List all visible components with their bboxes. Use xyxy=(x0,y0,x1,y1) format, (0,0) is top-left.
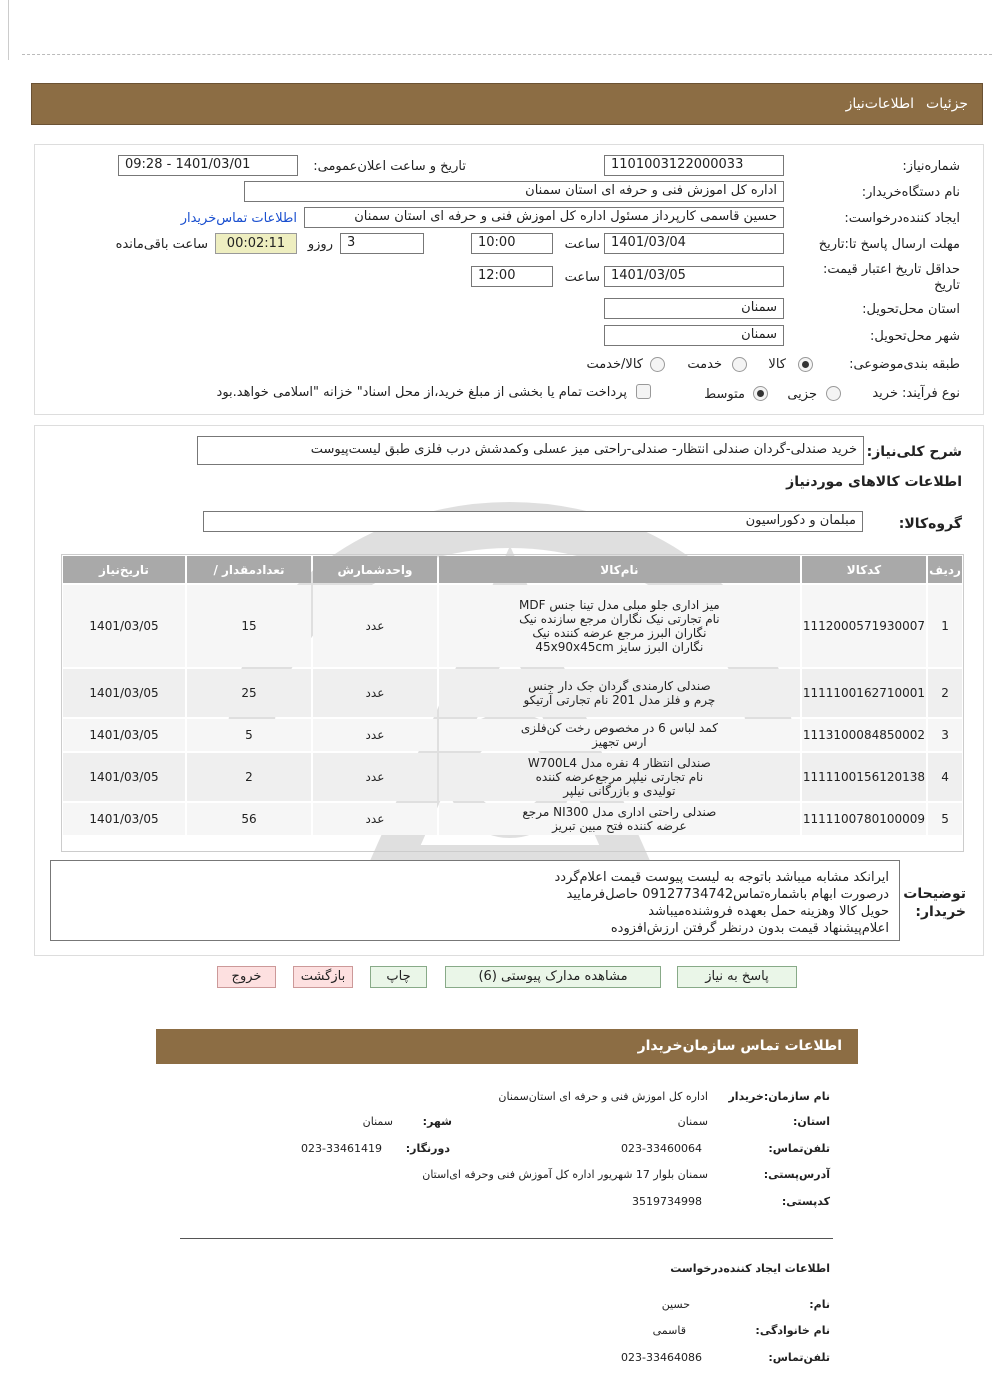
tab-details[interactable]: جزئیات xyxy=(926,96,968,112)
phone-label: تلفن‌تماس: xyxy=(768,1142,830,1155)
contact-city-label: شهر: xyxy=(422,1115,452,1128)
table-row xyxy=(63,585,962,667)
print-button[interactable]: چاپ xyxy=(370,966,427,988)
fax-label: دورنگار: xyxy=(405,1142,450,1155)
table-row xyxy=(63,719,962,751)
category-both-label: کالا/خدمت xyxy=(586,357,643,372)
row-name: صندلی کارمندی گردان جک دار جنس چرم و فلز مدل 201 نام تجارتی آرتیکو xyxy=(439,669,800,717)
requester-label: ایجاد کننده‌درخواست: xyxy=(844,211,960,226)
buyer-notes-box xyxy=(50,860,900,941)
province-label: استان محل‌تحویل: xyxy=(862,302,960,317)
validity-time-field: 12:00 xyxy=(471,266,553,287)
process-partial-radio[interactable] xyxy=(826,386,841,401)
org-label: نام سازمان:خریدار xyxy=(728,1090,830,1103)
row-unit: عدد xyxy=(313,585,437,667)
process-buy-label: خرید xyxy=(872,386,898,401)
summary-field: خرید صندلی-گردان صندلی انتظار- صندلی-راحتی میز عسلی وکمدشش درب فلزی طبق لیست‌پیوست xyxy=(197,436,864,465)
announce-label: تاریخ و ساعت اعلان‌عمومی: xyxy=(313,159,466,174)
category-service-radio[interactable] xyxy=(732,357,747,372)
buyer-label: نام دستگاه‌خریدار: xyxy=(861,185,960,200)
attachments-button[interactable]: مشاهده مدارک پیوستی (6) xyxy=(445,966,661,988)
days-field: 3 xyxy=(340,233,424,254)
family-value: قاسمی xyxy=(652,1324,686,1337)
province-field: سمنان xyxy=(604,298,784,319)
process-label: نوع فرآیند: xyxy=(902,386,960,401)
category-label: طبقه بندی‌موضوعی: xyxy=(849,357,960,372)
buyer-contact-link[interactable]: اطلاعات تماس‌خریدار xyxy=(180,211,297,226)
col-row: ردیف xyxy=(928,556,962,583)
process-partial-label: جزیی xyxy=(787,387,817,402)
row-code: 1111100780100009 xyxy=(802,803,926,835)
row-date: 1401/03/05 xyxy=(63,669,185,717)
group-field: مبلمان و دکوراسیون xyxy=(203,511,863,532)
row-code: 1111100162710001 xyxy=(802,669,926,717)
remaining-label: ساعت باقی‌مانده xyxy=(115,237,208,252)
goods-info-title: اطلاعات کالاهای موردنیاز xyxy=(786,474,962,490)
category-goods-label: کالا xyxy=(768,357,786,372)
family-label: نام خانوادگی: xyxy=(755,1324,830,1337)
table-row xyxy=(63,753,962,801)
postal-value: 3519734998 xyxy=(632,1195,702,1208)
row-unit: عدد xyxy=(313,669,437,717)
validity-label: حداقل تاریخ اعتبار قیمت: xyxy=(822,262,960,277)
row-number: 3 xyxy=(928,719,962,751)
phone-value: 023-33460064 xyxy=(621,1142,702,1155)
row-number: 2 xyxy=(928,669,962,717)
deadline-date-field: 1401/03/04 xyxy=(604,233,784,254)
col-date: تاریخ‌نیاز xyxy=(63,556,185,583)
buyer-field: اداره کل اموزش فنی و حرفه ای استان سمنان xyxy=(244,181,784,202)
table-row xyxy=(63,803,962,835)
row-name: کمد لباس 6 در مخصوص رخت کن‌فلزی ارس تجهیز xyxy=(439,719,800,751)
row-number: 5 xyxy=(928,803,962,835)
row-number: 4 xyxy=(928,753,962,801)
creator-phone-label: تلفن‌تماس: xyxy=(768,1351,830,1364)
col-name: نام‌کالا xyxy=(439,556,800,583)
row-number: 1 xyxy=(928,585,962,667)
buyer-notes-label: توضیحات خریدار: xyxy=(903,886,966,920)
row-date: 1401/03/05 xyxy=(63,753,185,801)
row-unit: عدد xyxy=(313,719,437,751)
city-field: سمنان xyxy=(604,325,784,346)
top-bar xyxy=(31,83,983,125)
need-number-field: 1101003122000033 xyxy=(604,155,784,176)
fax-value: 023-33461419 xyxy=(301,1142,382,1155)
requester-field: حسین قاسمی کارپرداز مسئول اداره کل اموزش فنی و حرفه ای استان سمنان xyxy=(304,207,784,228)
contact-header: اطلاعات تماس سازمان‌خریدار xyxy=(156,1029,858,1064)
contact-province-label: استان: xyxy=(793,1115,830,1128)
buyer-note-line: درصورت ابهام باشماره‌تماس09127734742 حاصل‌فرمایید xyxy=(566,887,889,902)
announce-field: 1401/03/01 - 09:28 xyxy=(118,155,298,176)
deadline-time-field: 10:00 xyxy=(471,233,553,254)
need-number-label: شماره‌نیاز: xyxy=(902,159,960,174)
row-unit: عدد xyxy=(313,753,437,801)
row-code: 1113100084850002 xyxy=(802,719,926,751)
address-value: سمنان بلوار 17 شهریور اداره کل آموزش فنی وحرفه ای‌استان xyxy=(422,1168,708,1181)
table-row xyxy=(63,669,962,717)
postal-label: کدپستی: xyxy=(781,1195,830,1208)
tab-need-info[interactable]: اطلاعات‌نیاز xyxy=(845,96,914,112)
row-date: 1401/03/05 xyxy=(63,803,185,835)
respond-button[interactable]: پاسخ به نیاز xyxy=(677,966,797,988)
exit-button[interactable]: خروج xyxy=(217,966,276,988)
deadline-time-label: ساعت xyxy=(564,237,600,252)
col-code: کدکالا xyxy=(802,556,926,583)
address-label: آدرس‌پستی: xyxy=(763,1168,830,1181)
row-name: صندلی راحتی اداری مدل NI300 مرجع عرضه کننده فتح مبین تبریز xyxy=(439,803,800,835)
row-code: 1112000571930007 xyxy=(802,585,926,667)
row-date: 1401/03/05 xyxy=(63,719,185,751)
row-name: صندلی انتظار 4 نفره مدل W700L4 نام تجارتی نیلپر مرجع‌عرضه کننده تولیدی و بازرگانی نیلپر xyxy=(439,753,800,801)
summary-label: شرح کلی‌نیاز: xyxy=(866,444,962,460)
process-medium-radio[interactable] xyxy=(753,386,768,401)
category-both-radio[interactable] xyxy=(650,357,665,372)
process-medium-label: متوسط xyxy=(704,387,745,402)
validity-time-label: ساعت xyxy=(564,270,600,285)
back-button[interactable]: بازگشت xyxy=(293,966,353,988)
row-qty: 15 xyxy=(187,585,311,667)
validity-date-field: 1401/03/05 xyxy=(604,266,784,287)
buyer-note-line: حویل کالا وهزینه حمل بعهده فروشنده‌میباشد xyxy=(648,904,889,919)
group-label: گروه‌کالا: xyxy=(898,516,962,532)
contact-city-value: سمنان xyxy=(362,1115,393,1128)
category-goods-radio[interactable] xyxy=(798,357,813,372)
city-label: شهر محل‌تحویل: xyxy=(870,329,960,344)
row-qty: 5 xyxy=(187,719,311,751)
validity-label-date: تاریخ xyxy=(934,278,960,293)
row-qty: 56 xyxy=(187,803,311,835)
items-table xyxy=(61,554,964,837)
col-unit: واحدشمارش xyxy=(313,556,437,583)
contact-divider xyxy=(180,1238,833,1239)
payment-checkbox[interactable] xyxy=(636,384,651,399)
col-qty: تعدادمقدار / xyxy=(187,556,311,583)
org-value: اداره کل اموزش فنی و حرفه ای استان‌سمنان xyxy=(498,1090,708,1103)
deadline-label: مهلت ارسال پاسخ تا:تاریخ xyxy=(818,237,960,252)
buyer-note-line: اعلام‌پیشنهاد قیمت بدون درنظر گرفتن ارزش‌افزوده xyxy=(610,921,889,936)
row-date: 1401/03/05 xyxy=(63,585,185,667)
name-value: حسین xyxy=(661,1298,690,1311)
creator-title: اطلاعات ایجاد کننده‌درخواست xyxy=(670,1262,830,1275)
buyer-note-line: ایرانکد مشابه میباشد باتوجه به لیست پیوست قیمت اعلام‌گردد xyxy=(554,870,889,885)
row-code: 1111100156120138 xyxy=(802,753,926,801)
row-qty: 25 xyxy=(187,669,311,717)
name-label: نام: xyxy=(809,1298,830,1311)
row-name: میز اداری جلو مبلی مدل تینا جنس MDF نام تجارتی نیک نگاران مرجع سازنده نیک نگاران البرز مرجع عرضه کننده نیک نگاران البرز سایز 45x90x45cm xyxy=(439,585,800,667)
days-label: روزو xyxy=(307,237,333,252)
payment-note: پرداخت تمام یا بخشی از مبلغ خرید،از محل اسناد" خزانه "اسلامی خواهد.بود xyxy=(216,385,627,400)
contact-province-value: سمنان xyxy=(677,1115,708,1128)
remaining-timer: 00:02:11 xyxy=(215,233,297,254)
creator-phone-value: 023-33464086 xyxy=(621,1351,702,1364)
category-service-label: خدمت xyxy=(687,357,722,372)
row-qty: 2 xyxy=(187,753,311,801)
row-unit: عدد xyxy=(313,803,437,835)
